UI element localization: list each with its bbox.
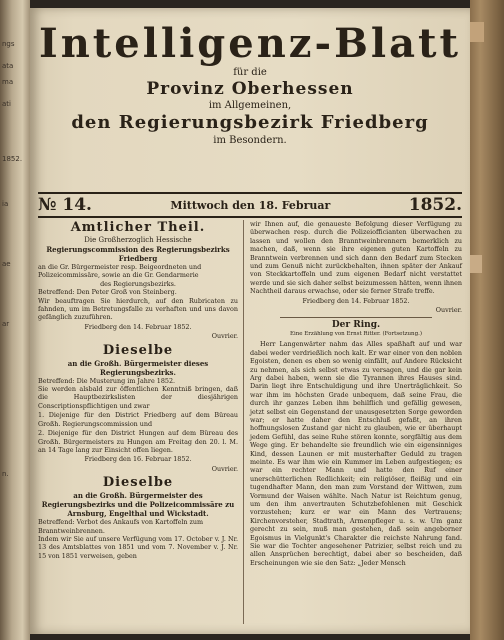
body-paragraph: wir Ihnen auf, die genaueste Befolgung dieser Verfügung zu überwachen resp. durch die Polizeiofficianten überwachen zu lassen und wollen den Branntweinbrennern bemerklich zu machen, daß, wenn sie ihre eigenen guten Kartoffeln zu Branntwein verbrennen und sich dann den Bedarf zum Stecken und zum Genuß nicht zurückbehalten, ihnen später der Ankauf von Steckkartoffeln und zum eigenen Bedarf nicht verstattet werde und sie sich daher selbst beizumessen hätten, wenn ihnen Nachtheil daraus erwachse, oder sie ferner Strafe treffe. <box>250 220 462 296</box>
notice-date: Friedberg den 14. Februar 1852. <box>302 296 410 305</box>
binding-fragment: ati <box>2 100 11 108</box>
issue-year: 1852. <box>408 195 462 215</box>
binding-fragment: ar <box>2 320 10 328</box>
binding-fragment: ia <box>2 200 9 208</box>
story-body: Herr Langenwärter nahm das Alles spaßhaft auf und war dabei weder verdrießlich noch kalt. Er war einer von den noblen Egoisten, denen es eben so wenig einfällt, auf Andere Rücksicht zu nehmen, als sich selbst etwas zu versagen, und die gar kein Arg dabei haben, wenn sie die Tyrannen ihres Hauses sind. Darin liegt ihre Entschuldigung und ihre Unerträglichkeit. So war ihm im höchsten Grade unbequem, daß seine Frau, die durch ihr ganzes Leben ihm behilflich und gefällig gewesen, jetzt selbst ein Gegenstand der unausgesetzten Sorge geworden war; er hatte daher den Entschluß gefaßt, an ihren hoffnungslosen Zustand gar nicht zu glauben, wie er überhaupt jedem Gefühl, das seine Ruhe stören konnte, sorgfältig aus dem Wege ging. Er behandelte sie freundlich wie ein eigensinniges Kind, dessen Launen er mit musterhafter Geduld zu tragen meinte. Es war ihm wie ein Kummer im Leben aufgestiegen; es war ein rechter Mann und hatte den Ruf einer unerschütterlichen Redlichkeit; ein religiöser, fleißig und ein tugendhafter Mann, den man zum Vorstand der Wittwen, zum Vormund der Waisen wählte. Nach Natur ist Reichtum genug, um den ihm anvertrauten Schutzbefohlenen mit Geschick vorzustehen; kurz er war ein Mann des Vertrauens; Kirchenvorsteher, Stadtrath, Armenpfleger u. s. w. Um ganz gerecht zu sein, muß man gestehen, daß sein angeborner Egoismus in Vielgunkt's Charakter die reichste Nahrung fand. Sie war die Tochter angesehener Patrizier, selbst reich und zu allen Ansprüchen berechtigt, dabei aber so bescheiden, daß Erscheinungen wie sie den Satz: „Jeder Mensch <box>250 340 462 567</box>
newspaper-page <box>30 8 470 634</box>
body-paragraph: Sie werden alsbald zur öffentlichen Kenntniß bringen, daß die Hauptbezirkslisten der diesjährigen Conscriptionspflichtigen und zwar <box>38 385 238 410</box>
notice-signature: Ouvrier. <box>211 464 238 473</box>
story-subtitle: Eine Erzählung von Ernst Ritter. (Fortsetzung.) <box>289 330 423 337</box>
section-subtitle: an die Großh. Bürgermeister dieses Regierungsbezirks. <box>67 358 209 377</box>
book-edge <box>470 0 504 640</box>
binding-fragment: ma <box>2 78 14 86</box>
subject-line: Betreffend: Den Peter Groß von Steinberg. <box>38 288 177 297</box>
binding-fragment: ata <box>2 62 14 70</box>
masthead-fuer-die: für die <box>233 67 267 78</box>
addressee-line: an die Gr. Bürgermeister resp. Beigeordneten und <box>38 263 202 271</box>
binding-fragment: ae <box>2 260 11 268</box>
masthead-im-besonderen: im Besondern. <box>213 135 287 146</box>
section-rule <box>280 317 432 318</box>
binding-fragment: ngs <box>2 40 15 48</box>
section-title: Amtlicher Theil. <box>70 220 206 235</box>
body-paragraph: Indem wir Sie auf unsere Verfügung vom 17. October v. J. Nr. 13 des Amtsblattes von 1851 und vom 7. November v. J. Nr. 15 von 1851 verweisen, geben <box>38 534 238 560</box>
section-title: Dieselbe <box>102 342 174 358</box>
book-binding <box>0 0 30 640</box>
masthead-district: den Regierungsbezirk Friedberg <box>71 112 429 133</box>
issue-bar <box>38 192 462 218</box>
left-column <box>38 220 238 561</box>
notice-date: Friedberg den 16. Februar 1852. <box>84 455 192 464</box>
issue-date: Mittwoch den 18. Februar <box>170 198 331 212</box>
right-column <box>250 220 462 568</box>
masthead-province: Provinz Oberhessen <box>146 79 354 99</box>
story-title: Der Ring. <box>331 320 381 331</box>
newspaper-title: Intelligenz-Blatt <box>39 20 461 67</box>
body-paragraph: Wir beauftragen Sie hierdurch, auf den Rubricaten zu fahnden, um im Betretungsfalle zu verhaften und uns davon gefänglich zuzuführen. <box>38 296 238 322</box>
section-title: Dieselbe <box>102 475 174 491</box>
notice-date: Friedberg den 14. Februar 1852. <box>84 322 192 331</box>
edge-tab <box>470 255 482 273</box>
section-authority: Regierungscommission des Regierungsbezirks Friedberg <box>46 245 230 263</box>
subject-line: Betreffend: Verbot des Ankaufs von Kartoffeln zum Branntweinbrennen. <box>38 518 204 535</box>
masthead <box>30 22 470 147</box>
binding-fragment: n. <box>2 470 9 478</box>
list-item: 1. Diejenige für den District Friedberg auf dem Büreau Großh. Regierungscommission und <box>38 411 238 428</box>
list-item: 2. Diejenige für den District Hungen auf dem Büreau des Großh. Bürgermeisters zu Hungen am Freitag den 20. l. M. an 14 Tage lang zur Einsicht offen liegen. <box>38 429 238 454</box>
addressee-line: des Regierungsbezirks. <box>100 279 176 288</box>
section-subtitle: Die Großherzoglich Hessische <box>84 236 192 244</box>
edge-tab <box>470 22 484 42</box>
issue-number: № 14. <box>38 195 92 215</box>
notice-signature: Ouvrier. <box>435 306 462 315</box>
binding-fragment: 1852. <box>2 155 23 163</box>
section-subtitle: an die Großh. Bürgermeister des Regierungsbezirks und die Polizeicommissäre zu Arnsburg, Engelthal und Wickstadt. <box>41 491 235 519</box>
masthead-im-allgemeinen: im Allgemeinen, <box>208 100 292 111</box>
column-divider <box>243 220 244 624</box>
addressee-line: Polizeicommissäre, sowie an die Gr. Gendarmerie <box>38 271 199 280</box>
notice-signature: Ouvrier. <box>211 332 238 341</box>
subject-line: Betreffend: Die Musterung im Jahre 1852. <box>38 376 176 385</box>
